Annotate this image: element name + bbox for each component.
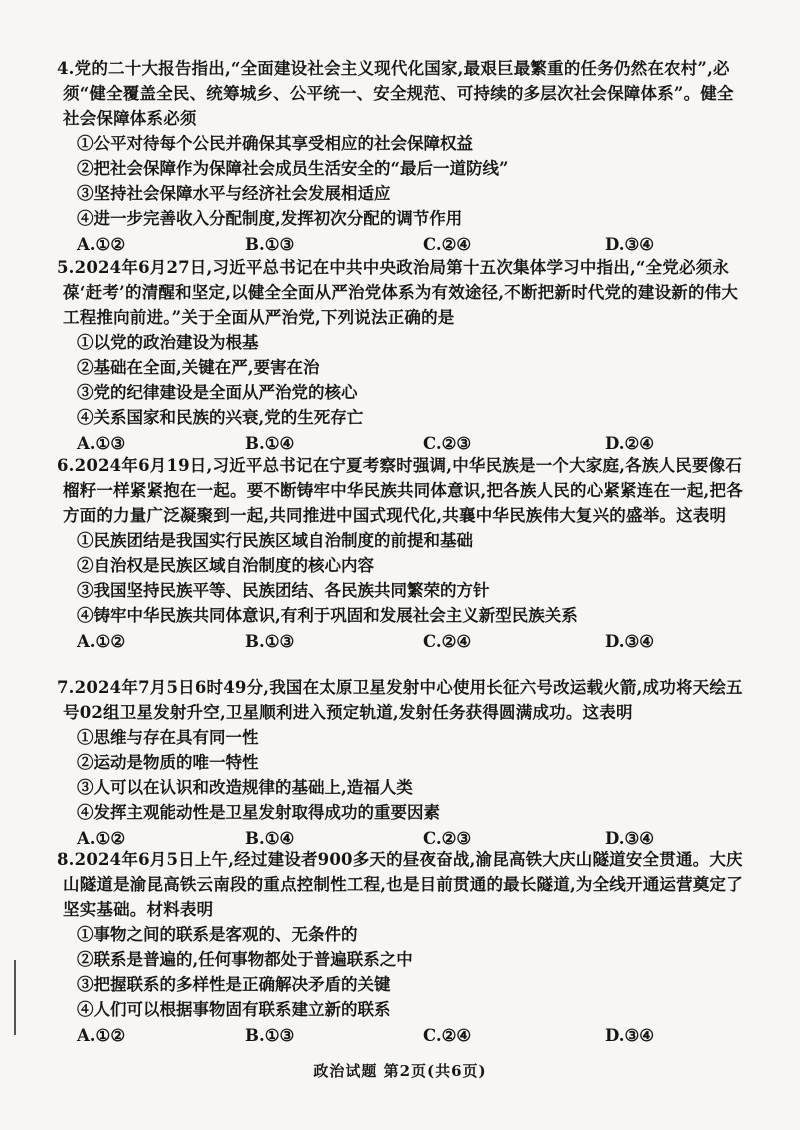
- statement-option: ④铸牢中华民族共同体意识,有利于巩固和发展社会主义新型民族关系: [77, 606, 578, 625]
- statement-option: ③我国坚持民族平等、民族团结、各民族共同繁荣的方针: [77, 581, 490, 600]
- choice-b: B.①③: [245, 235, 295, 254]
- statement-option: ③人可以在认识和改造规律的基础上,造福人类: [77, 778, 413, 797]
- choice-a: A.①②: [77, 632, 126, 651]
- question-stem: 6.2024年6月19日,习近平总书记在宁夏考察时强调,中华民族是一个大家庭,各族人民要像石榴籽一样紧紧抱在一起。要不断铸牢中华民族共同体意识,把各族人民的心紧紧连在一起,把各方面的力量广泛凝聚到一起,共同推进中国式现代化,共襄中华民族伟大复兴的盛举。这表明: [57, 456, 743, 525]
- statement-option: ④关系国家和民族的兴衰,党的生死存亡: [77, 408, 364, 427]
- statement-option: ②把社会保障作为保障社会成员生活安全的“最后一道防线”: [77, 159, 509, 178]
- statement-option: ①事物之间的联系是客观的、无条件的: [77, 925, 358, 944]
- question-number: 8.: [57, 850, 75, 869]
- choice-a: A.①②: [77, 829, 126, 848]
- statement-option: ①思维与存在具有同一性: [77, 728, 259, 747]
- statement-option: ②基础在全面,关键在严,要害在治: [77, 358, 320, 377]
- question-4: [57, 56, 743, 258]
- statement-option: ④人们可以根据事物固有联系建立新的联系: [77, 1000, 391, 1019]
- question-7: [57, 675, 743, 852]
- statement-option: ③坚持社会保障水平与经济社会发展相适应: [77, 184, 391, 203]
- answer-choices: [63, 1023, 743, 1049]
- choice-b: B.①④: [245, 829, 295, 848]
- statement-option: ④进一步完善收入分配制度,发挥初次分配的调节作用: [77, 209, 463, 228]
- choice-d: D.③④: [605, 235, 655, 254]
- question-stem: 4.党的二十大报告指出,“全面建设社会主义现代化国家,最艰巨最繁重的任务仍然在农村”,必须“健全覆盖全民、统筹城乡、公平统一、安全规范、可持续的多层次社会保障体系”。健全社会保障体系必须: [57, 59, 734, 128]
- statement-option: ②运动是物质的唯一特性: [77, 753, 259, 772]
- statement-option: ④发挥主观能动性是卫星发射取得成功的重要因素: [77, 803, 440, 822]
- statement-option: ③把握联系的多样性是正确解决矛盾的关键: [77, 975, 391, 994]
- choice-c: C.②③: [423, 829, 472, 848]
- question-stem: 7.2024年7月5日6时49分,我国在太原卫星发射中心使用长征六号改运载火箭,成功将天绘五号02组卫星发射升空,卫星顺利进入预定轨道,发射任务获得圆满成功。这表明: [57, 678, 743, 722]
- choice-c: C.②③: [423, 434, 472, 453]
- choice-d: D.②④: [605, 434, 655, 453]
- question-8: [57, 847, 743, 1049]
- statement-option: ②联系是普遍的,任何事物都处于普遍联系之中: [77, 950, 413, 969]
- statement-option: ②自治权是民族区域自治制度的核心内容: [77, 556, 374, 575]
- choice-b: B.①③: [245, 1026, 295, 1045]
- question-stem: 5.2024年6月27日,习近平总书记在中共中央政治局第十五次集体学习中指出,“全党必须永葆‘赶考’的清醒和坚定,以健全全面从严治党体系为有效途径,不断把新时代党的建设新的伟大工程推向前进。”关于全面从严治党,下列说法正确的是: [57, 258, 739, 327]
- question-6: [57, 453, 743, 655]
- choice-a: A.①②: [77, 1026, 126, 1045]
- choice-d: D.③④: [605, 1026, 655, 1045]
- choice-c: C.②④: [423, 235, 472, 254]
- question-5: [57, 255, 743, 457]
- choice-d: D.③④: [605, 632, 655, 651]
- question-number: 7.: [57, 678, 75, 697]
- choice-b: B.①④: [245, 434, 295, 453]
- page-footer: 政治试题 第2页(共6页): [313, 1062, 487, 1080]
- question-stem: 8.2024年6月5日上午,经过建设者900多天的昼夜奋战,渝昆高铁大庆山隧道安全贯通。大庆山隧道是渝昆高铁云南段的重点控制性工程,也是目前贯通的最长隧道,为全线开通运营奠定了坚实基础。材料表明: [57, 850, 743, 919]
- statement-option: ①公平对待每个公民并确保其享受相应的社会保障权益: [77, 134, 473, 153]
- choice-d: D.③④: [605, 829, 655, 848]
- question-number: 4.: [57, 59, 75, 78]
- statement-option: ③党的纪律建设是全面从严治党的核心: [77, 383, 358, 402]
- question-number: 5.: [57, 258, 75, 277]
- choice-b: B.①③: [245, 632, 295, 651]
- answer-choices: [63, 629, 743, 655]
- statement-option: ①民族团结是我国实行民族区域自治制度的前提和基础: [77, 531, 473, 550]
- statement-option: ①以党的政治建设为根基: [77, 333, 259, 352]
- choice-a: A.①②: [77, 235, 126, 254]
- choice-c: C.②④: [423, 632, 472, 651]
- choice-a: A.①③: [77, 434, 126, 453]
- question-number: 6.: [57, 456, 75, 475]
- margin-rule: [14, 960, 16, 1035]
- choice-c: C.②④: [423, 1026, 472, 1045]
